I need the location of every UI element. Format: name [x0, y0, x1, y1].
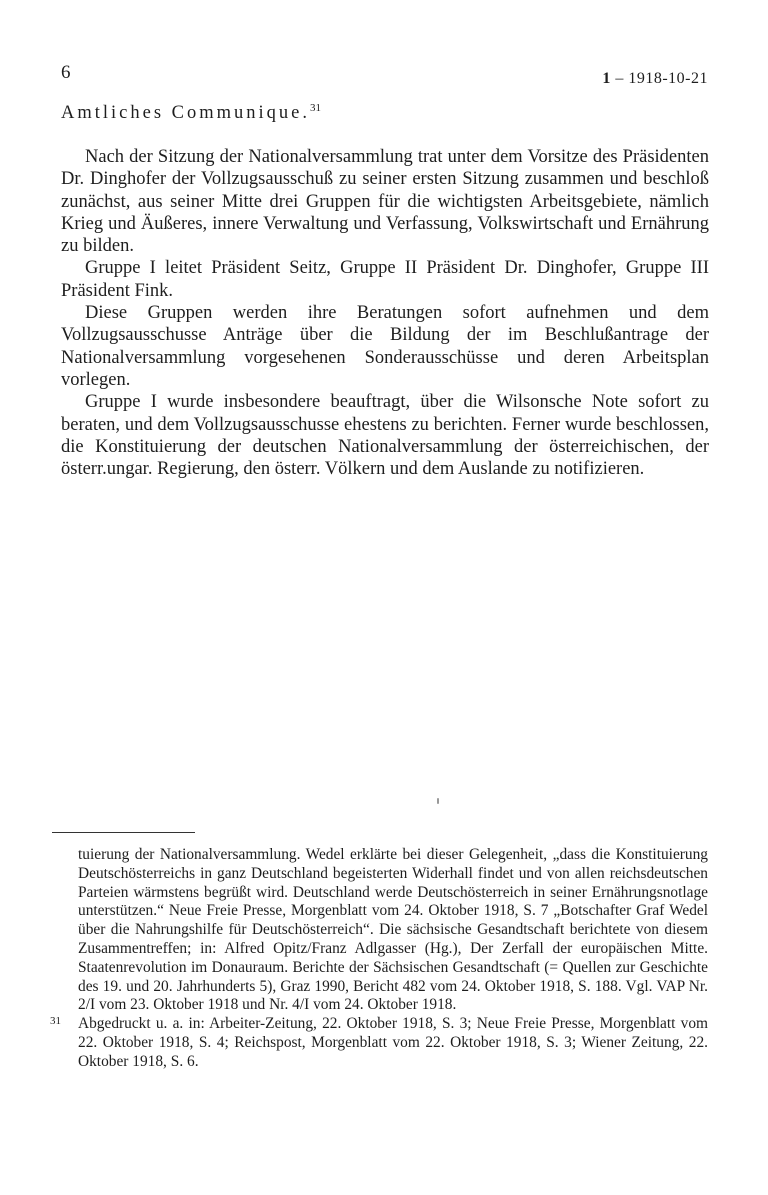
paragraph-3: Diese Gruppen werden ihre Beratungen sofort aufnehmen und dem Vollzugsausschusse Anträge über die Bildung der im Beschlußantrage der Nationalversammlung vorgesehenen Sonderausschüsse und deren Arbeitsplan vorlegen.: [61, 303, 709, 390]
page-number: 6: [61, 62, 71, 83]
footnote-31-text: Abgedruckt u. a. in: Arbeiter-Zeitung, 22. Oktober 1918, S. 3; Neue Freie Presse, Morgenblatt vom 22. Oktober 1918, S. 4; Reichspost, Morgenblatt vom 22. Oktober 1918, S. 3; Wiener Zeitung, 22. Oktober 1918, S. 6.: [78, 1015, 708, 1070]
footnote-31: [50, 1015, 708, 1071]
scan-speck: [437, 798, 439, 804]
footnote-divider: [52, 832, 195, 833]
main-text: [61, 146, 709, 480]
footnote-ref-31: 31: [310, 102, 322, 114]
document-id: [602, 70, 708, 88]
document-heading: [61, 102, 321, 124]
footnotes: [50, 846, 708, 1072]
paragraph-2: Gruppe I leitet Präsident Seitz, Gruppe II Präsident Dr. Dinghofer, Gruppe III Präsident Fink.: [61, 258, 709, 301]
paragraph-4: Gruppe I wurde insbesondere beauftragt, über die Wilsonsche Note sofort zu beraten, und dem Vollzugsausschusse ehestens zu berichten. Ferner wurde beschlossen, die Konstituierung der deutschen Nationalversammlung der österreichischen, der österr.ungar. Regierung, den österr. Völkern und dem Auslande zu notifizieren.: [61, 392, 709, 480]
document-date: – 1918-10-21: [615, 70, 708, 87]
document-number: 1: [602, 70, 611, 87]
heading-text: Amtliches Communique.: [61, 103, 311, 124]
footnote-continued: tuierung der Nationalversammlung. Wedel erklärte bei dieser Gelegenheit, „dass die Konstituierung Deutschösterreichs in ganz Deutschland begeisterten Widerhall findet und von allen reichsdeutschen Parteien wärmstens begrüßt wird. Deutschland werde Deutschösterreich in seiner Ernährungsnotlage unterstützen.“ Neue Freie Presse, Morgenblatt vom 24. Oktober 1918, S. 7 „Botschafter Graf Wedel über die Nahrungshilfe für Deutschösterreich“. Die sächsische Gesandtschaft berichtete von diesem Zusammentreffen; in: Alfred Opitz/Franz Adlgasser (Hg.), Der Zerfall der europäischen Mitte. Staatenrevolution im Donauraum. Berichte der Sächsischen Gesandtschaft (= Quellen zur Geschichte des 19. und 20. Jahrhunderts 5), Graz 1990, Bericht 482 vom 24. Oktober 1918, S. 188. Vgl. VAP Nr. 2/I vom 23. Oktober 1918 und Nr. 4/I vom 24. Oktober 1918.: [78, 846, 708, 1014]
paragraph-1: Nach der Sitzung der Nationalversammlung trat unter dem Vorsitze des Präsidenten Dr. Dinghofer der Vollzugsausschuß zu seiner ersten Sitzung zusammen und beschloß zunächst, aus seiner Mitte drei Gruppen für die wichtigsten Arbeitsgebiete, nämlich Krieg und Äußeres, innere Verwaltung und Verfassung, Volkswirtschaft und Ernährung zu bilden.: [61, 147, 709, 257]
footnote-31-number: 31: [50, 1015, 61, 1028]
